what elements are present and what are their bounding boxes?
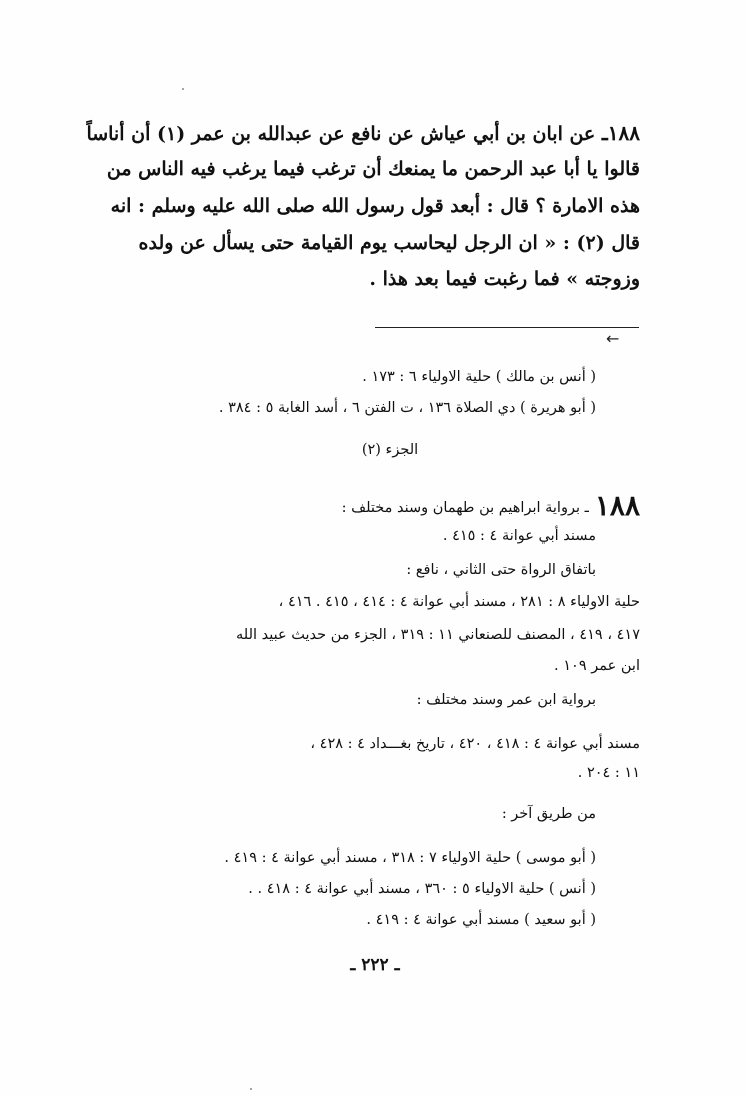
- footnote-line: ١١ : ٢٠٤ .: [577, 765, 640, 781]
- section-title: الجزء (٢): [361, 442, 419, 458]
- scan-speck: [182, 88, 184, 90]
- footnote-line: ( أبو هريرة ) دي الصلاة ١٣٦ ، ت الفتن ٦ ، أسد الغابة ٥ : ٣٨٤ .: [218, 400, 596, 416]
- footnote-line: ابن عمر ١٠٩ .: [554, 658, 640, 674]
- footnote-line: من طريق آخر :: [501, 806, 596, 822]
- main-text-line-4: قال (٢) : « ان الرجل ليحاسب يوم القيامة حتى يسأل عن ولده: [138, 232, 640, 254]
- footnote-line: ( أبو سعيد ) مسند أبي عوانة ٤ : ٤١٩ .: [366, 912, 596, 928]
- hadith-number: ١٨٨ـ: [601, 121, 640, 145]
- main-text-line-1: [86, 116, 640, 150]
- main-text-line-3: هذه الامارة ؟ قال : أبعد قول رسول الله صلى الله عليه وسلم : انه: [110, 195, 640, 217]
- footnote-line: ( أنس بن مالك ) حلية الاولياء ٦ : ١٧٣ .: [362, 369, 596, 385]
- footnote-heading-text: ـ برواية ابراهيم بن طهمان وسند مختلف :: [341, 500, 589, 516]
- footnote-number: ١٨٨: [594, 489, 640, 522]
- footnote-line: مسند أبي عوانة ٤ : ٤١٥ .: [442, 528, 596, 544]
- footnote-separator: [375, 327, 639, 328]
- footnote-line: باتفاق الرواة حتى الثاني ، نافع :: [406, 562, 596, 578]
- footnote-line: ( أنس ) حلية الاولياء ٥ : ٣٦٠ ، مسند أبي عوانة ٤ : ٤١٨ . .: [248, 881, 596, 897]
- footnote-line: ٤١٧ ، ٤١٩ ، المصنف للصنعاني ١١ : ٣١٩ ، الجزء من حديث عبيد الله: [236, 627, 640, 643]
- footnote-line: مسند أبي عوانة ٤ : ٤١٨ ، ٤٢٠ ، تاريخ بغـــداد ٤ : ٤٢٨ ،: [310, 736, 640, 752]
- footnote-line: برواية ابن عمر وسند مختلف :: [416, 692, 596, 708]
- continuation-arrow-icon: ←: [606, 329, 620, 348]
- footnote-line: حلية الاولياء ٨ : ٢٨١ ، مسند أبي عوانة ٤ : ٤١٤ ، ٤١٥ . ٤١٦ ،: [278, 594, 640, 610]
- footnote-line: ( أبو موسى ) حلية الاولياء ٧ : ٣١٨ ، مسند أبي عوانة ٤ : ٤١٩ .: [224, 850, 596, 866]
- main-text-line-5: وزوجته » فما رغبت فيما بعد هذا .: [369, 268, 640, 290]
- footnote-heading-line: [120, 490, 640, 522]
- scan-speck: [250, 1088, 252, 1090]
- main-text-line-1-content: عن ابان بن أبي عياش عن نافع عن عبدالله بن عمر (١) أن أناساً: [86, 123, 596, 145]
- main-text-line-2: قالوا يا أبا عبد الرحمن ما يمنعك أن ترغب فيما يرغب فيه الناس من: [106, 158, 640, 180]
- page-number: ـ ٢٢٢ ـ: [350, 955, 400, 975]
